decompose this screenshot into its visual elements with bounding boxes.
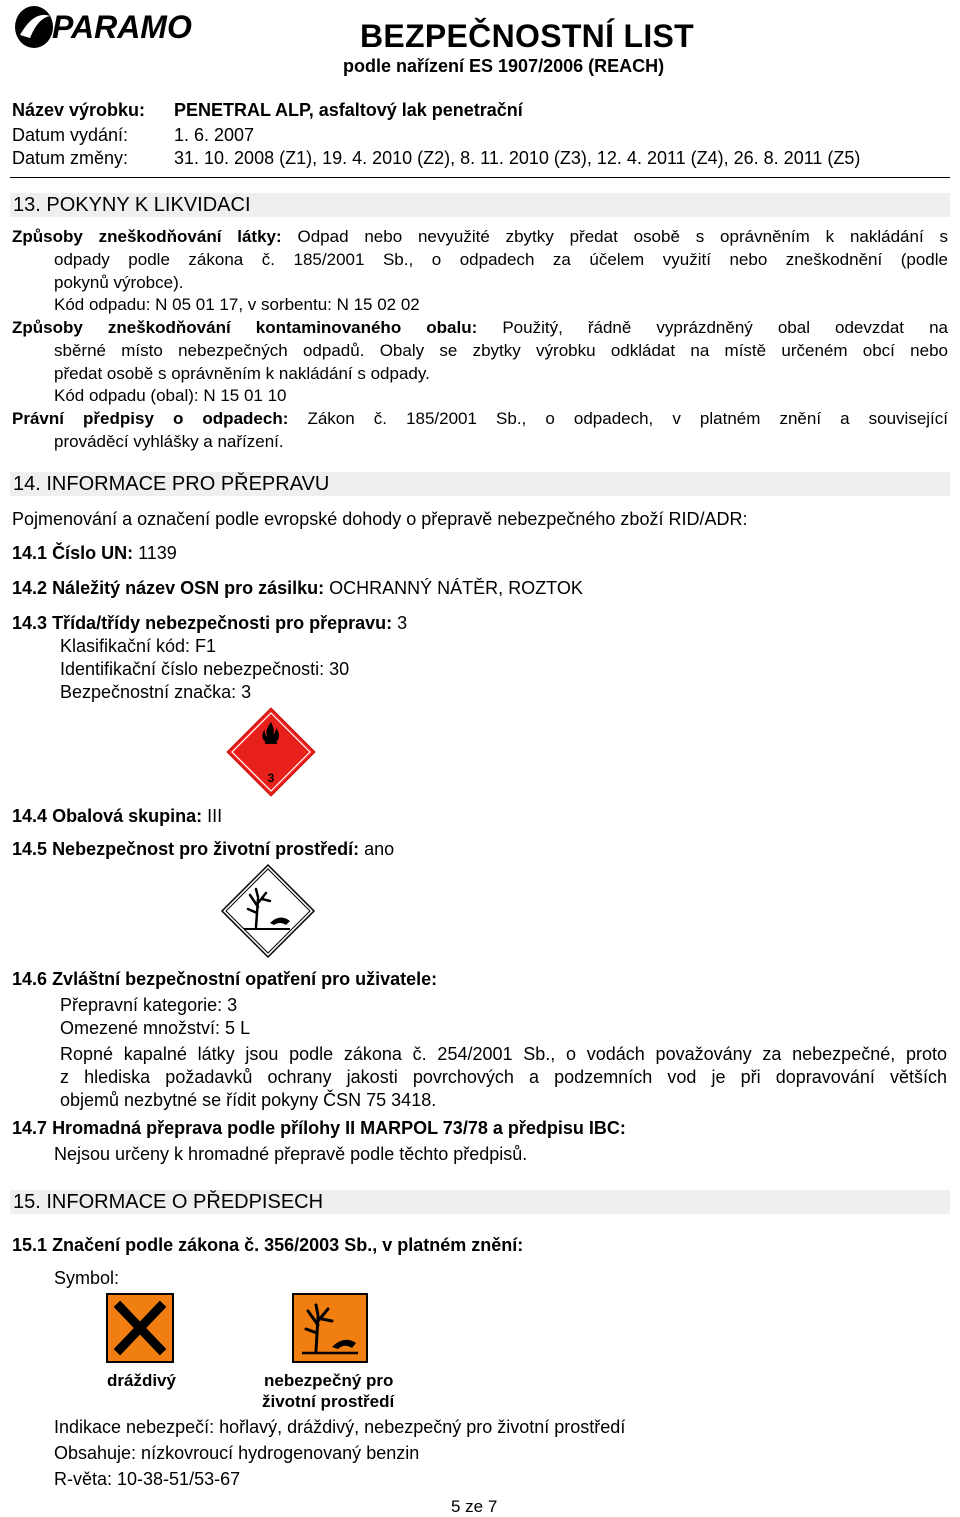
sec14-1-row: 14.1 Číslo UN: 1139 <box>12 543 177 563</box>
sec14-6-note-line2: z hlediska požadavků ochrany jakosti povrchových a podzemních vod je při dopravování větších <box>60 1067 947 1087</box>
product-name-value: PENETRAL ALP, asfaltový lak penetrační <box>174 100 523 120</box>
sec13-packaging-line2: sběrné místo nebezpečných odpadů. Obaly se zbytky výrobku odkládat na místě určeném obcí nebo <box>54 341 948 360</box>
svg-text:3: 3 <box>267 771 275 785</box>
document-title: BEZPEČNOSTNÍ LIST <box>360 18 695 54</box>
sec14-3-safety-label: Bezpečnostní značka: 3 <box>60 682 252 702</box>
sec15-symbol-label: Symbol: <box>54 1268 120 1288</box>
product-name-label: Název výrobku: <box>12 100 146 120</box>
issue-date-label: Datum vydání: <box>12 125 129 145</box>
flammable-liquid-label-icon <box>225 706 317 803</box>
environment-caption-line1: nebezpečný pro <box>264 1371 394 1390</box>
sec14-3-classification: Klasifikační kód: F1 <box>60 636 217 656</box>
sec13-legal-line1: Právní předpisy o odpadech: Zákon č. 185/2001 Sb., o odpadech, v platném znění a související <box>12 409 949 428</box>
page-number: 5 ze 7 <box>451 1497 498 1516</box>
document-subtitle: podle nařízení ES 1907/2006 (REACH) <box>343 56 665 76</box>
issue-date-row <box>12 125 254 146</box>
sec13-disposal-label: Způsoby zneškodňování látky: <box>12 227 282 246</box>
sec14-3-hazard-id: Identifikační číslo nebezpečnosti: 30 <box>60 659 350 679</box>
section-13-heading: 13. POKYNY K LIKVIDACI <box>10 193 950 217</box>
sec15-contains: Obsahuje: nízkovroucí hydrogenovaný benzin <box>54 1443 420 1463</box>
svg-text:PARAMO: PARAMO <box>52 9 192 45</box>
sec14-6-note-line3: objemů nezbytné se řídit pokyny ČSN 75 3418. <box>60 1090 437 1110</box>
change-date-label: Datum změny: <box>12 148 129 168</box>
issue-date-value: 1. 6. 2007 <box>174 125 255 145</box>
environmental-hazard-mark-icon <box>220 863 316 964</box>
change-date-row <box>12 148 860 169</box>
environment-caption-line2: životní prostředí <box>262 1392 395 1411</box>
sec14-6-note-line1: Ropné kapalné látky jsou podle zákona č. 254/2001 Sb., o vodách považovány za nebezpečné, proto <box>60 1044 947 1064</box>
sec14-5-row: 14.5 Nebezpečnost pro životní prostředí: ano <box>12 839 395 859</box>
sec13-disposal-line1: Způsoby zneškodňování látky: Odpad nebo nevyužité zbytky předat osobě s oprávněním k nakládání s <box>12 227 948 246</box>
paramo-logo <box>12 2 212 52</box>
irritant-caption: dráždivý <box>107 1371 176 1390</box>
sec13-disposal-line3: pokynů výrobce). <box>54 273 184 292</box>
sec13-packaging-label: Způsoby zneškodňování kontaminovaného obalu: <box>12 318 478 337</box>
section-15-heading: 15. INFORMACE O PŘEDPISECH <box>10 1190 950 1214</box>
sec15-hazard-indication: Indikace nebezpečí: hořlavý, dráždivý, nebezpečný pro životní prostředí <box>54 1417 626 1437</box>
sec14-7-row: 14.7 Hromadná přeprava podle přílohy II MARPOL 73/78 a předpisu IBC: <box>12 1118 626 1138</box>
sec14-7-text: Nejsou určeny k hromadné přepravě podle těchto předpisů. <box>54 1144 528 1164</box>
product-name-row <box>12 100 523 121</box>
sec13-legal-line2: prováděcí vyhlášky a nařízení. <box>54 432 284 451</box>
sec13-packaging-line3: předat osobě s oprávněním k nakládání s odpady. <box>54 364 430 383</box>
section-14-heading: 14. INFORMACE PRO PŘEPRAVU <box>10 472 950 496</box>
sec13-waste-code: Kód odpadu: N 05 01 17, v sorbentu: N 15 02 02 <box>54 295 420 314</box>
change-date-value: 31. 10. 2008 (Z1), 19. 4. 2010 (Z2), 8. 11. 2010 (Z3), 12. 4. 2011 (Z4), 26. 8. 2011 (Z5) <box>174 148 861 168</box>
irritant-symbol-icon <box>106 1293 174 1368</box>
sec14-6-row: 14.6 Zvláštní bezpečnostní opatření pro uživatele: <box>12 969 438 989</box>
sec13-packaging-line1: Způsoby zneškodňování kontaminovaného obalu: Použitý, řádně vyprázdněný obal odevzdat na <box>12 318 948 337</box>
header-divider <box>10 177 950 178</box>
sec13-legal-label: Právní předpisy o odpadech: <box>12 409 289 428</box>
sec15-1-row: 15.1 Značení podle zákona č. 356/2003 Sb., v platném znění: <box>12 1235 524 1255</box>
sec14-6-limited-quantity: Omezené množství: 5 L <box>60 1018 251 1038</box>
sec13-disposal-line2: odpady podle zákona č. 185/2001 Sb., o odpadech za účelem využití nebo zneškodnění (podle <box>54 250 948 269</box>
sec14-4-row: 14.4 Obalová skupina: III <box>12 806 223 826</box>
sec14-2-row: 14.2 Náležitý název OSN pro zásilku: OCHRANNÝ NÁTĚR, ROZTOK <box>12 578 583 598</box>
sec14-6-transport-category: Přepravní kategorie: 3 <box>60 995 238 1015</box>
sec13-packaging-code: Kód odpadu (obal): N 15 01 10 <box>54 386 287 405</box>
dangerous-for-environment-symbol-icon <box>292 1293 368 1368</box>
sec14-3-row: 14.3 Třída/třídy nebezpečnosti pro přepravu: 3 <box>12 613 408 633</box>
sec14-intro: Pojmenování a označení podle evropské dohody o přepravě nebezpečného zboží RID/ADR: <box>12 509 748 529</box>
sec15-r-phrases: R-věta: 10-38-51/53-67 <box>54 1469 241 1489</box>
